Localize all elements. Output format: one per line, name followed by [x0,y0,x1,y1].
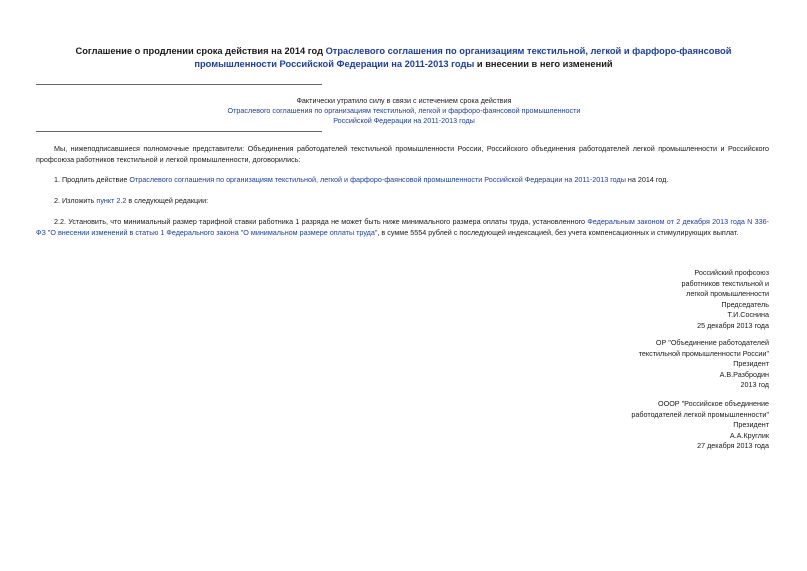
item-2-2-prefix: 2.2. Установить, что минимальный размер тарифной ставки работника 1 разряда не может быть ниже минимального размера оплаты труда, установленного [54,217,588,226]
item-2-prefix: 2. Изложить [54,196,97,205]
signature-line: 2013 год [740,380,769,389]
item-2-2-paragraph [36,217,769,238]
signature-line: Председатель [721,299,769,309]
signature-line: Российский профсоюз [694,268,769,277]
item-1-prefix: 1. Продлить действие [54,175,130,184]
status-note [220,96,588,126]
divider-top [36,84,322,85]
divider-bottom [36,131,322,132]
item-2-2-suffix: , в сумме 5554 рублей с последующей индексацией, без учета компенсационных и стимулирующих выплат. [377,227,739,237]
signature-line: А.В.Разбродин [719,369,769,379]
signature-line: текстильной промышленности России" [638,348,769,358]
signature-block-light-industry-employers [509,399,769,452]
signature-line: 25 декабря 2013 года [697,320,769,330]
signature-line: легкой промышленности [686,289,769,298]
item-1-paragraph [36,175,769,186]
signature-line: А.А.Круглик [729,430,769,440]
status-text: Фактически утратило силу в связи с истечением срока действия [296,96,512,105]
title-suffix: и внесении в него изменений [474,58,613,69]
title-prefix: Соглашение о продлении срока действия на 2014 год [75,46,326,56]
signature-line: Президент [733,359,769,368]
item-1-suffix: на 2014 год. [625,175,669,184]
federal-law-link[interactable]: Федеральным законом от 2 декабря 2013 года N 336-ФЗ "О внесении изменений в статью 1 Федерального закона "О минимальном размере оплаты труда" [36,217,769,237]
status-link-line2[interactable]: Российской Федерации на 2011-2013 годы [333,116,475,125]
signature-line: работодателей легкой промышленности" [631,409,769,419]
signature-line: работников текстильной и [681,278,769,288]
title-agreement-link[interactable]: Отраслевого соглашения по организациям текстильной, легкой и фарфоро-фаянсовой промышленности Российской Федерации на 2011-2013 годы [194,46,732,69]
item-2-paragraph [36,196,769,207]
item-1-agreement-link[interactable]: Отраслевого соглашения по организациям текстильной, легкой и фарфоро-фаянсовой промышленности Российской Федерации на 2011-2013 годы [129,175,626,184]
signature-block-textile-employers [509,338,769,391]
signature-line: ОР "Объединение работодателей [655,338,769,347]
signature-line: Президент [733,420,769,429]
document-title [36,45,771,70]
status-link-line1[interactable]: Отраслевого соглашения по организациям текстильной, легкой и фарфоро-фаянсовой промышленности [227,106,581,115]
signature-line: 27 декабря 2013 года [697,441,769,450]
signature-line: ОООР "Российское объединение [658,399,769,408]
item-2-clause-link[interactable]: пункт 2.2 [96,196,127,205]
signature-line: Т.И.Соснина [727,310,769,319]
intro-paragraph: Мы, нижеподписавшиеся полномочные представители: Объединения работодателей текстильной промышленности России, Российского объединения работодателей легкой промышленности и Российского профсоюза работников текстильной и легкой промышленности, договорились: [36,144,769,164]
item-2-suffix: в следующей редакции: [126,196,209,205]
signature-block-union [509,268,769,331]
